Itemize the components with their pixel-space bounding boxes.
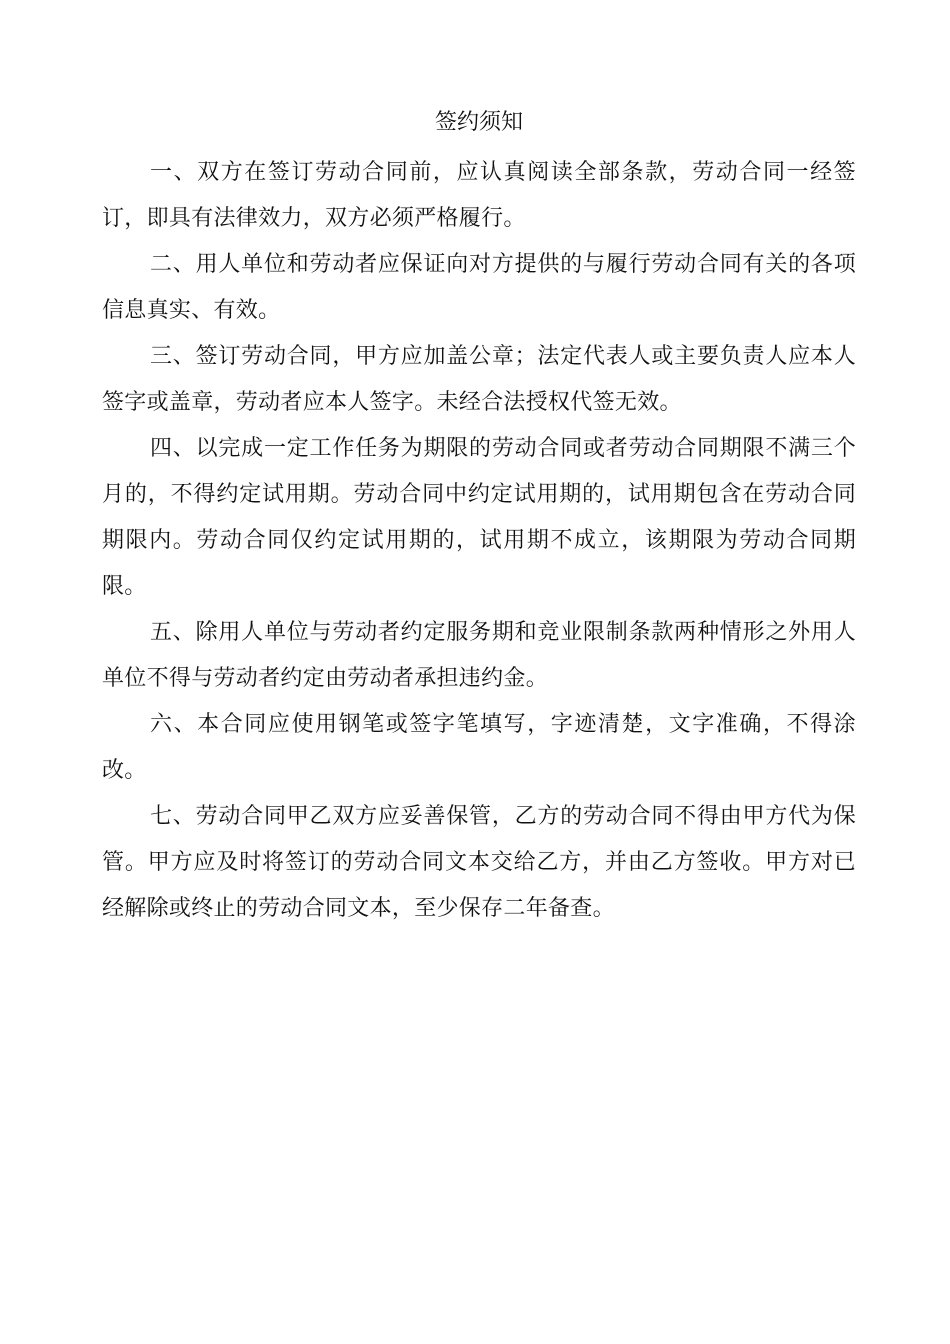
clause-4: 四、以完成一定工作任务为期限的劳动合同或者劳动合同期限不满三个月的，不得约定试用期。劳动合同中约定试用期的，试用期包含在劳动合同期限内。劳动合同仅约定试用期的，试用期不成立，该期限为劳动合同期限。 bbox=[102, 436, 856, 599]
clause-3: 三、签订劳动合同，甲方应加盖公章；法定代表人或主要负责人应本人签字或盖章，劳动者应本人签字。未经合法授权代签无效。 bbox=[102, 344, 856, 415]
clause-1: 一、双方在签订劳动合同前，应认真阅读全部条款，劳动合同一经签订，即具有法律效力，双方必须严格履行。 bbox=[102, 160, 856, 231]
document-title: 签约须知 bbox=[434, 110, 523, 135]
clause-5: 五、除用人单位与劳动者约定服务期和竞业限制条款两种情形之外用人单位不得与劳动者约定由劳动者承担违约金。 bbox=[102, 620, 856, 691]
clause-7: 七、劳动合同甲乙双方应妥善保管，乙方的劳动合同不得由甲方代为保管。甲方应及时将签订的劳动合同文本交给乙方，并由乙方签收。甲方对已经解除或终止的劳动合同文本，至少保存二年备查。 bbox=[102, 804, 856, 921]
clause-2: 二、用人单位和劳动者应保证向对方提供的与履行劳动合同有关的各项信息真实、有效。 bbox=[102, 252, 856, 323]
document-body bbox=[102, 104, 856, 932]
clause-6: 六、本合同应使用钢笔或签字笔填写，字迹清楚，文字准确，不得涂改。 bbox=[102, 712, 856, 783]
